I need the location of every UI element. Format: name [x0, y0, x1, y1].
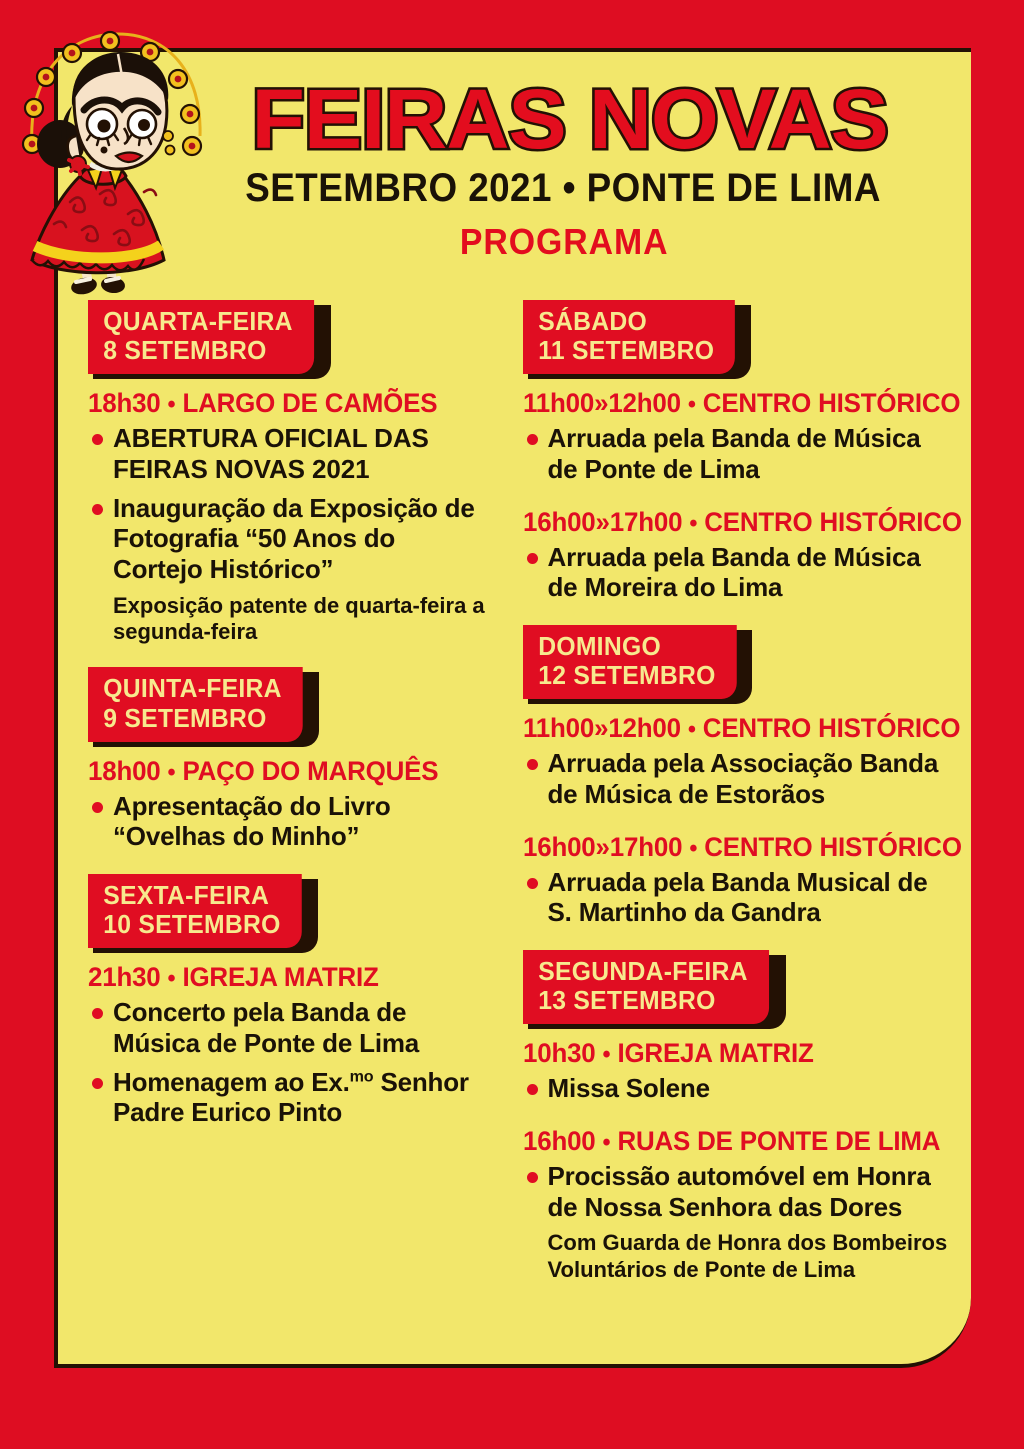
bullet-icon — [92, 1008, 103, 1019]
event-item-list — [523, 867, 958, 928]
bullet-icon — [527, 759, 538, 770]
event-item-list — [88, 791, 489, 852]
event-header — [88, 962, 472, 993]
event-time: 16h00»17h00 — [522, 831, 682, 862]
event-time: 21h30 — [88, 962, 161, 993]
event-item-text: Arruada pela Banda de Música de Ponte de Lima — [547, 423, 921, 484]
event-place: CENTRO HISTÓRICO — [702, 388, 960, 419]
day-block — [88, 874, 489, 1128]
bullet-icon — [527, 878, 538, 889]
day-block — [88, 300, 489, 645]
event-item-text: Arruada pela Banda Musical de S. Martinho da Gandra — [547, 866, 928, 928]
event-item-list — [523, 542, 958, 603]
page-title: FEIRAS NOVAS — [251, 72, 888, 166]
event-item — [523, 423, 958, 484]
event-item-text: Missa Solene — [547, 1073, 710, 1104]
event-time: 16h00 — [522, 1125, 596, 1156]
day-block — [523, 950, 958, 1283]
bullet-icon — [527, 1172, 538, 1183]
event-header — [523, 1126, 940, 1157]
event-note: Com Guarda de Honra dos Bombeiros Voluntários de Ponte de Lima — [547, 1230, 948, 1282]
day-badge-label — [523, 300, 735, 374]
programa-label: PROGRAMA — [459, 220, 669, 262]
event-note: Exposição patente de quarta-feira a segunda-feira — [113, 592, 485, 645]
event-time: 18h00 — [88, 755, 161, 786]
event-place: CENTRO HISTÓRICO — [703, 506, 962, 537]
event — [88, 962, 489, 1128]
event — [523, 1038, 958, 1104]
event-separator: • — [167, 758, 176, 786]
event-item-list — [88, 997, 489, 1128]
event-item — [88, 1067, 489, 1128]
event-separator: • — [688, 509, 697, 537]
event-time: 10h30 — [522, 1038, 596, 1069]
bullet-icon — [92, 434, 103, 445]
day-badge — [523, 625, 748, 699]
event-time: 18h30 — [88, 388, 161, 419]
day-badge — [88, 667, 314, 741]
event-separator: • — [688, 834, 697, 862]
day-block — [522, 625, 962, 928]
event-item-list — [523, 1161, 958, 1222]
bullet-icon — [527, 434, 538, 445]
event-item-list — [523, 748, 958, 809]
event — [522, 831, 962, 928]
day-badge-label — [88, 300, 314, 374]
event-header — [88, 756, 472, 787]
poster-subtitle: SETEMBRO 2021 • PONTE DE LIMA — [245, 165, 881, 210]
bullet-icon — [92, 802, 103, 813]
event-item-list — [88, 423, 489, 584]
event-item — [88, 997, 489, 1058]
event — [88, 388, 489, 645]
event-item — [88, 791, 489, 852]
day-weekday: QUINTA-FEIRA — [103, 673, 282, 704]
event-header — [522, 506, 962, 538]
event-item-text: Arruada pela Associação Banda de Música de Estorãos — [547, 748, 939, 809]
day-badge-label — [523, 625, 737, 699]
event-separator: • — [167, 391, 176, 419]
program-columns — [54, 300, 971, 1305]
day-date: 8 SETEMBRO — [103, 335, 267, 366]
event-item — [523, 1073, 958, 1104]
event-place: IGREJA MATRIZ — [182, 962, 379, 993]
day-weekday: QUARTA-FEIRA — [103, 306, 293, 336]
day-badge — [523, 950, 782, 1024]
event-time: 11h00»12h00 — [522, 713, 681, 744]
event — [523, 388, 958, 484]
program-column-left — [88, 300, 495, 1305]
day-date: 13 SETEMBRO — [537, 985, 716, 1016]
event — [523, 1126, 958, 1283]
event-header — [522, 388, 960, 419]
day-weekday: SEXTA-FEIRA — [103, 880, 270, 911]
event-item — [523, 1161, 958, 1222]
day-block — [88, 667, 489, 852]
day-badge-label — [88, 874, 302, 948]
event-item-text: Homenagem ao Ex.$^{mo}$ Senhor Padre Eurico Pinto — [113, 1066, 469, 1128]
day-badge — [523, 300, 746, 374]
event-item — [523, 867, 958, 928]
event-place: RUAS DE PONTE DE LIMA — [616, 1125, 940, 1156]
event-item-text: Arruada pela Banda de Música de Moreira do Lima — [547, 541, 921, 603]
event-header — [522, 831, 962, 863]
event-place: PAÇO DO MARQUÊS — [182, 755, 439, 786]
day-date: 11 SETEMBRO — [537, 335, 714, 366]
bullet-icon — [527, 553, 538, 564]
event — [88, 756, 489, 852]
day-weekday: SEGUNDA-FEIRA — [537, 956, 748, 986]
event-item-list — [523, 423, 958, 484]
day-weekday: SÁBADO — [537, 306, 647, 336]
event-item-text: Inauguração da Exposição de Fotografia “50 Anos do Cortejo Histórico” — [113, 492, 475, 584]
event-place: CENTRO HISTÓRICO — [702, 713, 960, 744]
bullet-icon — [92, 504, 103, 515]
event-time: 11h00»12h00 — [522, 388, 681, 419]
event-separator: • — [687, 391, 696, 419]
event-item — [88, 493, 489, 585]
event-place: LARGO DE CAMÕES — [182, 388, 438, 419]
event-item-list — [523, 1073, 958, 1104]
minhota-dancer-illustration — [18, 24, 208, 299]
event-place: CENTRO HISTÓRICO — [703, 831, 962, 862]
event-header — [522, 713, 960, 744]
day-badge-label — [88, 667, 303, 741]
event-item — [523, 748, 958, 809]
event-place: IGREJA MATRIZ — [616, 1038, 814, 1069]
event — [523, 713, 958, 809]
day-weekday: DOMINGO — [537, 631, 661, 661]
day-date: 10 SETEMBRO — [103, 909, 281, 940]
event-item — [88, 423, 489, 484]
event-item-text: Concerto pela Banda de Música de Ponte de Lima — [113, 997, 420, 1058]
event-separator: • — [602, 1128, 610, 1156]
event-time: 16h00»17h00 — [522, 506, 682, 537]
bullet-icon — [92, 1078, 103, 1089]
event-header — [523, 1038, 940, 1069]
event-separator: • — [602, 1041, 610, 1069]
event-item-text: Apresentação do Livro “Ovelhas do Minho” — [113, 790, 391, 852]
day-badge — [88, 300, 326, 374]
day-date: 9 SETEMBRO — [103, 702, 267, 733]
day-badge-label — [523, 950, 769, 1024]
bullet-icon — [527, 1084, 538, 1095]
day-block — [522, 300, 962, 603]
event — [522, 506, 962, 603]
program-column-right — [513, 300, 962, 1305]
day-date: 12 SETEMBRO — [537, 660, 716, 691]
event-item-text: Procissão automóvel em Honra de Nossa Senhora das Dores — [547, 1160, 931, 1222]
event-separator: • — [167, 965, 176, 993]
event-header — [88, 388, 472, 419]
event-item — [523, 542, 958, 603]
event-item-text: ABERTURA OFICIAL DAS FEIRAS NOVAS 2021 — [113, 423, 429, 484]
event-separator: • — [687, 716, 696, 744]
day-badge — [88, 874, 313, 948]
